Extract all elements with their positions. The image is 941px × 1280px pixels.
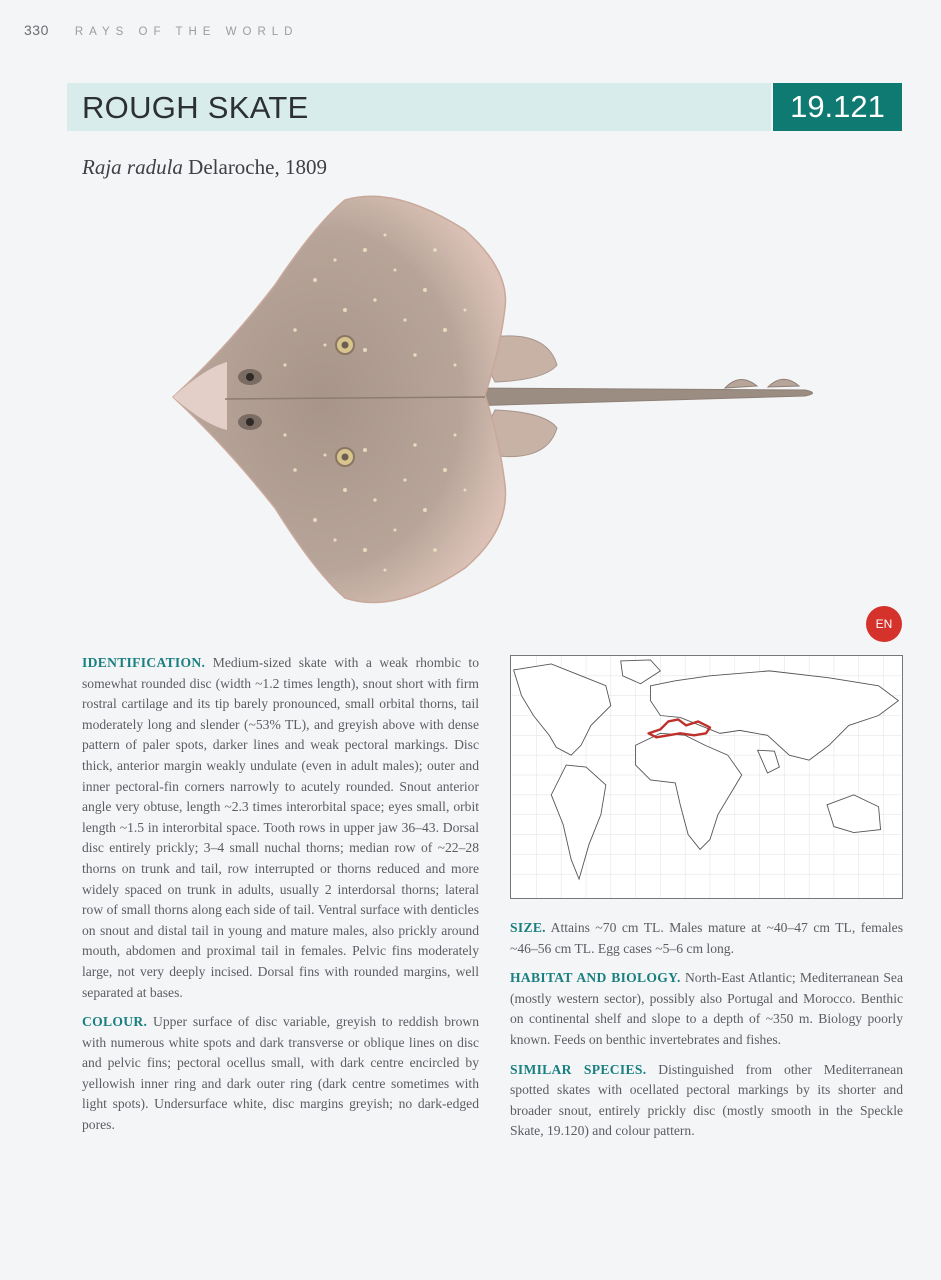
colour-paragraph xyxy=(82,1012,479,1136)
colour-heading: COLOUR. xyxy=(82,1014,148,1030)
size-text: Attains ~70 cm TL. Males mature at ~40–47 cm TL, females ~46–56 cm TL. Egg cases ~5–6 cm long. xyxy=(510,920,903,956)
similar-species-heading: SIMILAR SPECIES. xyxy=(510,1061,647,1077)
species-number: 19.121 xyxy=(773,83,902,131)
conservation-status-badge: EN xyxy=(866,606,902,642)
authority: Delaroche, 1809 xyxy=(188,155,327,179)
scientific-name-line xyxy=(82,155,327,180)
habitat-paragraph xyxy=(510,968,903,1050)
habitat-heading: HABITAT AND BIOLOGY. xyxy=(510,970,681,986)
running-header xyxy=(24,22,298,38)
identification-heading: IDENTIFICATION. xyxy=(82,655,206,670)
colour-text: Upper surface of disc variable, greyish to reddish brown with numerous white spots and dark transverse or oblique lines on disc and pelvic fins; pectoral ocellus small, with dark centre encircled by yellowish inner ring and dark outer ring (dark centre sometimes with light spots). Undersurface white, disc margins greyish; no dark-edged pores. xyxy=(82,1014,479,1133)
species-common-name: ROUGH SKATE xyxy=(82,90,309,125)
identification-text: Medium-sized skate with a weak rhombic to somewhat rounded disc (width ~1.2 times length), snout short with firm rostral cartilage and its tip barely pronounced, small orbital thorns, tail moderately long and slender (~53% TL), and greyish above with dense pattern of paler spots, darker lines and weak pectoral markings. Disc thick, anterior margin weakly undulate (even in adult males); outer and inner pectoral-fin corners narrowly to acutely rounded. Snout anterior angle very obtuse, length ~2.3 times interorbital space; eyes small, orbit length ~1.5 in interorbital space. Tooth rows in upper jaw 36–43. Dorsal disc entirely prickly; 3–4 small nuchal thorns; median row of ~22–28 thorns on trunk and tail, row interrupted or thorns reduced and more widely spaced on trunk in adults, usually 2 interdorsal thorns; lateral row of small thorns along each side of tail. Ventral surface with denticles on snout and distal tail in young and mature males, also prickly around mouth, abdomen and proximal tail in females. Pelvic fins moderately large, not very deeply incised. Dorsal fins with rounded margins, well separated at bases. xyxy=(82,655,479,1000)
size-paragraph xyxy=(510,918,903,959)
similar-species-paragraph xyxy=(510,1060,903,1142)
similar-species-text: Distinguished from other Mediterranean spotted skates with ocellated pectoral markings by its shorter and broader snout, entirely prickly disc (mostly smooth in the Speckle Skate, 19.120) and colour pattern. xyxy=(510,1061,904,1139)
identification-paragraph xyxy=(82,653,479,1003)
distribution-map xyxy=(510,655,903,899)
page-number: 330 xyxy=(24,22,49,38)
size-heading: SIZE. xyxy=(510,920,546,935)
scientific-name: Raja radula xyxy=(82,155,183,179)
skate-illustration xyxy=(165,190,825,610)
left-column xyxy=(82,653,479,1145)
right-column xyxy=(510,918,903,1151)
book-title: RAYS OF THE WORLD xyxy=(74,26,299,38)
habitat-text: North-East Atlantic; Mediterranean Sea (mostly western sector), possibly also Portugal and Morocco. Benthic on continental shelf and slope to a depth of ~350 m. Biology poorly known. Feeds on benthic invertebrates and fishes. xyxy=(510,970,903,1047)
